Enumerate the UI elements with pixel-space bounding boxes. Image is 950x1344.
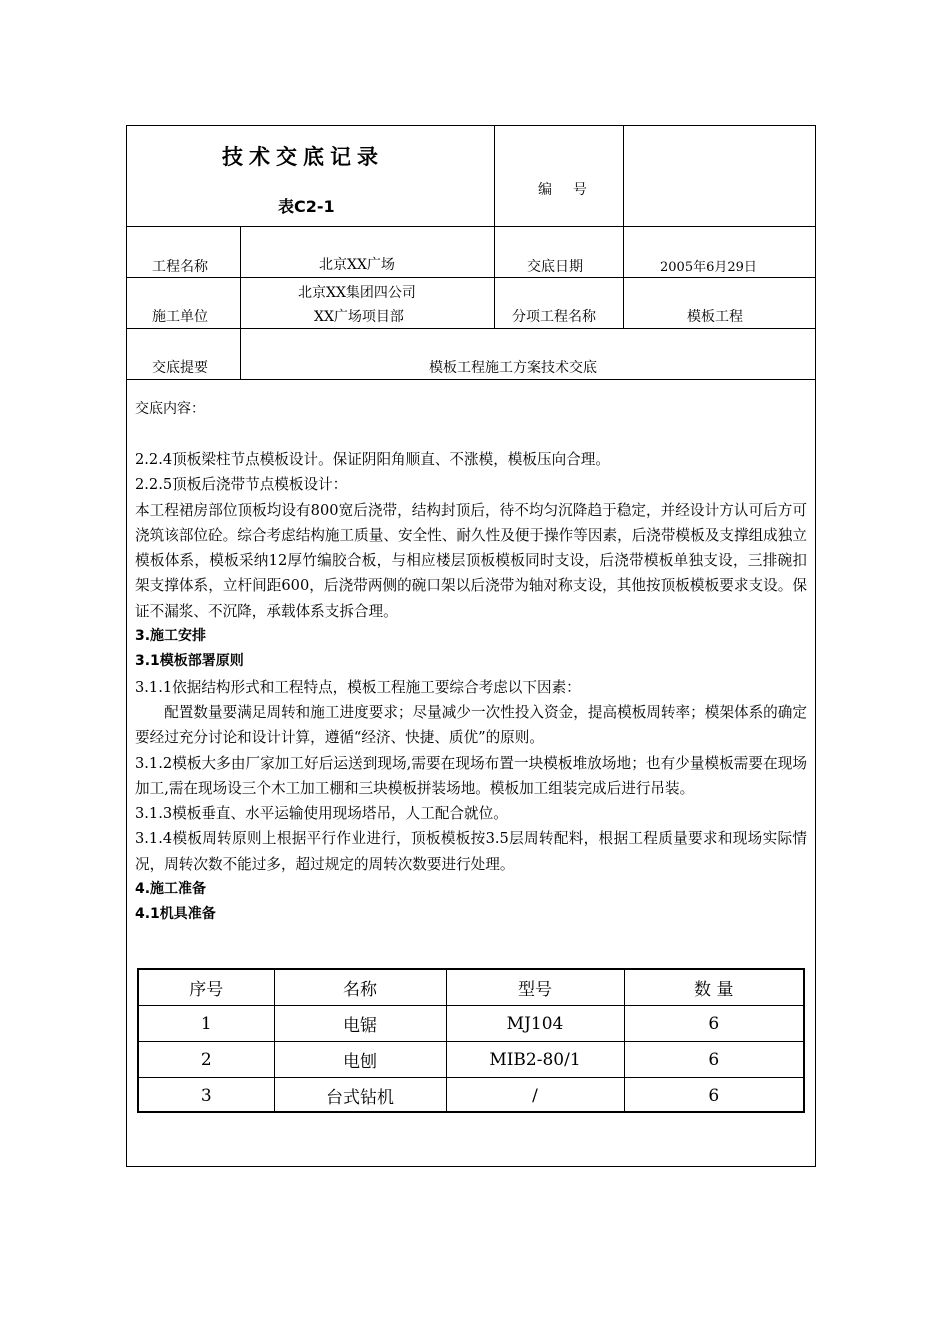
paragraph-312: 3.1.2模板大多由厂家加工好后运送到现场,需要在现场布置一块模板堆放场地；也有少量模板需要在现场加工,需在现场设三个木工加工棚和三块模板拼装场地。模板加工组装完成后进行吊装。: [135, 754, 807, 797]
project-name: 北京XX广场: [319, 257, 395, 273]
cell-index: 2: [139, 1042, 274, 1078]
rule-v-header-split: [494, 125, 495, 278]
paragraph-314: 3.1.4模板周转原则上根据平行作业进行，顶板模板按3.5层周转配料，根据工程质量要求和现场实际情况，周转次数不能过多，超过规定的周转次数要进行处理。: [135, 830, 807, 873]
cell-model: MJ104: [446, 1006, 624, 1042]
rule-v-right-value: [623, 226, 624, 328]
paragraph-224: 2.2.4顶板梁柱节点模板设计。保证阴阳角顺直、不涨模，模板压向合理。: [135, 451, 610, 468]
equipment-header-row: [139, 970, 803, 1006]
paragraph-311: 3.1.1依据结构形式和工程特点，模板工程施工要综合考虑以下因素：: [135, 678, 581, 696]
heading-3: 3.施工安排: [135, 628, 207, 645]
rule-row2-bottom: [126, 328, 816, 329]
header-name: 名称: [274, 970, 446, 1006]
cell-quantity: 6: [624, 1078, 803, 1114]
subitem-value: 模板工程: [687, 309, 743, 325]
cell-index: 3: [139, 1078, 274, 1114]
heading-3-1: 3.1模板部署原则: [135, 653, 244, 670]
cell-name: 电刨: [274, 1042, 446, 1078]
header-quantity: 数 量: [624, 970, 803, 1006]
header-index: 序号: [139, 970, 274, 1006]
subitem-label: 分项工程名称: [512, 309, 596, 325]
summary-value: 模板工程施工方案技术交底: [429, 360, 597, 376]
paragraph-313: 3.1.3模板垂直、水平运输使用现场塔吊，人工配合就位。: [135, 805, 508, 823]
rule-row3-bottom: [126, 379, 816, 380]
header-model: 型号: [446, 970, 624, 1006]
contractor-line1: 北京XX集团四公司: [298, 285, 416, 301]
cell-quantity: 6: [624, 1006, 803, 1042]
table-row: [139, 1006, 803, 1042]
heading-4-1: 4.1机具准备: [135, 906, 216, 923]
contractor-line2: XX广场项目部: [314, 309, 404, 325]
paragraph-225: 2.2.5顶板后浇带节点模板设计：: [135, 476, 348, 494]
cell-index: 1: [139, 1006, 274, 1042]
record-title: 技术交底记录: [222, 145, 384, 169]
cell-model: MIB2-80/1: [446, 1042, 624, 1078]
date-label: 交底日期: [527, 259, 583, 275]
cell-quantity: 6: [624, 1042, 803, 1078]
paragraph-311-detail: 配置数量要满足周转和施工进度要求；尽量减少一次性投入资金，提高模板周转率；模架体系的确定要经过充分讨论和设计计算，遵循“经济、快捷、质优”的原则。: [135, 703, 807, 747]
equipment-table: [137, 968, 805, 1113]
form-number: 表C2-1: [278, 197, 335, 216]
disclosure-content: [135, 397, 807, 928]
paragraph-post-pour-strip: 本工程裙房部位顶板均设有800宽后浇带，结构封顶后，待不均匀沉降趋于稳定，并经设计方认可后方可浇筑该部位砼。综合考虑结构施工质量、安全性、耐久性及便于操作等因素，后浇带模板及支撑组成独立模板体系，模板采纳12厚竹编胶合板，与相应楼层顶板模板同时支设，后浇带模板单独支设，三排碗扣架支撑体系，立杆间距600，后浇带两侧的碗口架以后浇带为轴对称支设，其他按顶板模板要求支设。保证不漏浆、不沉降，承载体系支拆合理。: [135, 501, 807, 620]
project-name-label: 工程名称: [152, 259, 208, 275]
rule-v-label-col: [240, 226, 241, 379]
cell-name: 电锯: [274, 1006, 446, 1042]
content-gap: [135, 421, 807, 447]
number-label: 编 号: [538, 182, 591, 198]
cell-model: /: [446, 1078, 624, 1114]
number-value[interactable]: [630, 179, 810, 199]
summary-label: 交底提要: [152, 360, 208, 376]
cell-name: 台式钻机: [274, 1078, 446, 1114]
table-row: [139, 1078, 803, 1114]
date-value: 2005年6月29日: [660, 260, 757, 275]
rule-v-number-split: [623, 125, 624, 226]
rule-row1-bottom: [126, 277, 816, 278]
contractor-label: 施工单位: [152, 309, 208, 325]
content-label: 交底内容：: [135, 401, 205, 417]
heading-4: 4.施工准备: [135, 881, 207, 898]
rule-header-bottom: [126, 226, 816, 227]
table-row: [139, 1042, 803, 1078]
rule-v-right-split: [494, 277, 495, 328]
